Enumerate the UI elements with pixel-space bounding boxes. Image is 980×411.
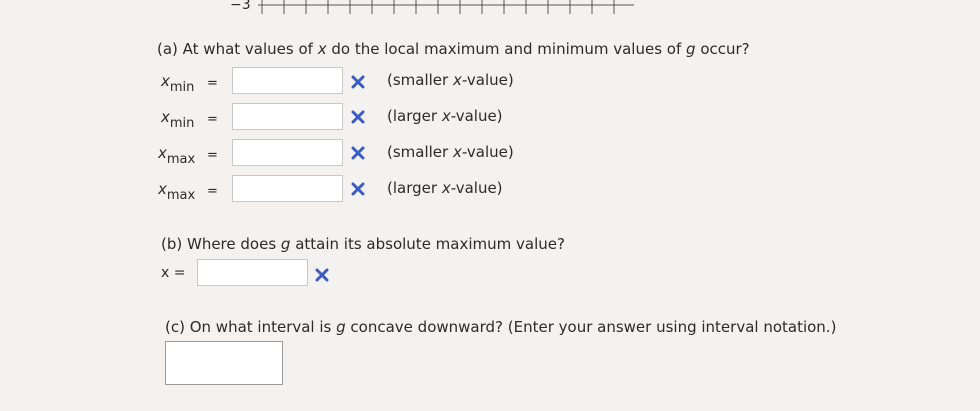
- xmax-larger-input-box[interactable]: [232, 175, 343, 202]
- question-c: (c) On what interval is g concave downward? (Enter your answer using interval notation.): [165, 318, 837, 336]
- hint-larger-2: (larger x-value): [387, 107, 503, 125]
- xmax-label-4: xmax: [158, 180, 196, 203]
- x-mark-icon: [351, 110, 365, 124]
- xmin-smaller-input-box[interactable]: [232, 67, 343, 94]
- question-a: [157, 40, 750, 58]
- question-b: (b) Where does g attain its absolute maximum value?: [161, 235, 565, 253]
- x-mark-icon: [351, 146, 365, 160]
- xmin-smaller-input[interactable]: [233, 68, 342, 93]
- equals-sign-3: =: [207, 148, 218, 163]
- question-a-prefix: (a) At what values of: [157, 40, 318, 58]
- x-mark-icon: [351, 75, 365, 89]
- question-b-var-g: g: [280, 235, 291, 253]
- number-line-axis: [0, 0, 980, 20]
- question-a-var-x: x: [317, 40, 327, 58]
- abs-max-input[interactable]: [198, 260, 307, 285]
- xmin-label-1: xmin: [161, 72, 195, 95]
- abs-max-label: x =: [161, 265, 186, 281]
- xmax-label-3: xmax: [158, 144, 196, 167]
- question-a-var-g: g: [686, 40, 696, 58]
- equals-sign-1: =: [207, 76, 218, 91]
- x-mark-icon: [315, 268, 329, 282]
- equals-sign-4: =: [207, 184, 218, 199]
- x-mark-icon: [351, 182, 365, 196]
- xmin-label-2: xmin: [161, 108, 195, 131]
- question-c-var-g: g: [336, 318, 346, 336]
- xmin-larger-input[interactable]: [233, 104, 342, 129]
- xmax-smaller-input-box[interactable]: [232, 139, 343, 166]
- equals-sign-2: =: [207, 112, 218, 127]
- xmin-larger-input-box[interactable]: [232, 103, 343, 130]
- hint-smaller-3: (smaller x-value): [387, 143, 514, 161]
- abs-max-input-box[interactable]: [197, 259, 308, 286]
- xmax-smaller-input[interactable]: [233, 140, 342, 165]
- concave-down-interval-input[interactable]: [166, 342, 282, 384]
- question-a-suffix: occur?: [695, 40, 750, 58]
- hint-smaller-1: (smaller x-value): [387, 71, 514, 89]
- axis-tick-label: −3: [230, 0, 251, 13]
- concave-down-interval-input-box[interactable]: [165, 341, 283, 385]
- hint-larger-4: (larger x-value): [387, 179, 503, 197]
- xmax-larger-input[interactable]: [233, 176, 342, 201]
- question-a-mid: do the local maximum and minimum values of: [326, 40, 687, 58]
